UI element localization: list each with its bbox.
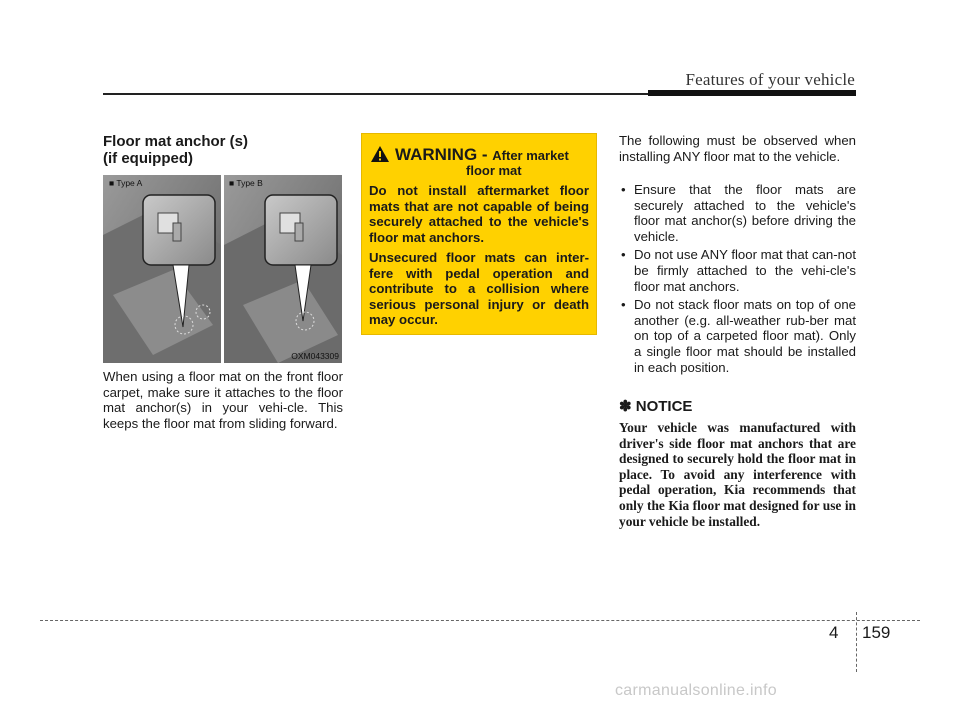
floor-mat-anchor-illustration: [103, 175, 342, 363]
warning-subtitle-2: floor mat: [466, 163, 522, 178]
warning-paragraph-2: Unsecured floor mats can inter-fere with pedal operation and contribute to a collision where serious personal injury or death may occur.: [369, 250, 589, 328]
warning-label: WARNING -: [395, 145, 488, 164]
installation-intro: The following must be observed when installing ANY floor mat to the vehicle.: [619, 133, 856, 164]
installation-list: [619, 182, 856, 378]
notice-body: Your vehicle was manufactured with driver's side floor mat anchors that are designed to securely hold the floor mat in place. To avoid any interference with pedal operation, Kia recommends that only the Kia floor mat designed for use in your vehicle be installed.: [619, 420, 856, 529]
watermark: carmanualsonline.info: [615, 682, 777, 699]
section-title: [103, 133, 343, 167]
warning-heading: [395, 145, 569, 165]
figure-code: OXM043309: [291, 351, 339, 361]
header-rule-accent: [648, 90, 856, 96]
notice-heading: ✽ NOTICE: [619, 398, 693, 415]
figure-label-type-a: ■ Type A: [109, 178, 143, 188]
floor-mat-anchor-figure: [103, 175, 342, 363]
warning-triangle-icon: [370, 145, 390, 163]
list-item: • Ensure that the floor mats are securely attached to the vehicle's floor mat anchor(s) before driving the vehicle.: [619, 182, 856, 244]
running-header: Features of your vehicle: [685, 70, 855, 89]
list-item: • Do not stack floor mats on top of one another (e.g. all-weather rub-ber mat on top of a carpeted floor mat). Only a single floor mat should be installed in each position.: [619, 297, 856, 375]
list-item: • Do not use ANY floor mat that can-not be firmly attached to the vehi-cle's floor mat anchors.: [619, 247, 856, 294]
section-title-line1: Floor mat anchor (s): [103, 133, 249, 150]
section-title-line2: (if equipped): [103, 150, 193, 167]
chapter-number: 4: [829, 623, 839, 642]
footer-divider: [856, 612, 857, 672]
figure-label-type-b: ■ Type B: [229, 178, 263, 188]
warning-subtitle-1: After market: [492, 148, 569, 163]
footer-rule: [40, 620, 920, 621]
warning-paragraph-1: Do not install aftermarket floor mats that are not capable of being securely attached to the vehicle's floor mat anchors.: [369, 183, 589, 245]
anchor-description: When using a floor mat on the front floor carpet, make sure it attaches to the floor mat anchor(s) in your vehi-cle. This keeps the floor mat from sliding forward.: [103, 369, 343, 431]
page-number: 159: [862, 623, 891, 642]
